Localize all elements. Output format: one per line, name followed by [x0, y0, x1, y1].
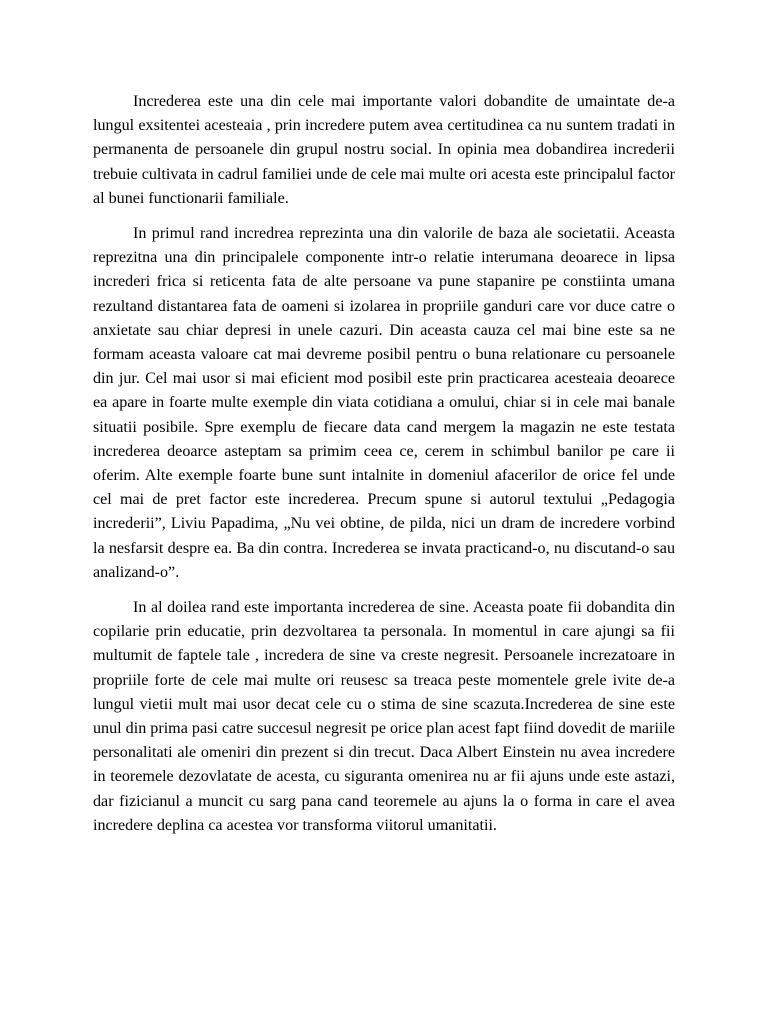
document-body [93, 90, 675, 849]
paragraph-3: In al doilea rand este importanta increderea de sine. Aceasta poate fii dobandita din copilarie prin educatie, prin dezvoltarea ta personala. In momentul in care ajungi sa fii multumit de faptele tale , incredera de sine va creste negresit. Persoanele increzatoare in propriile forte de cele mai multe ori reusesc sa treaca peste momentele grele ivite de-a lungul vietii mult mai usor decat cele cu o stima de sine scazuta.Increderea de sine este unul din prima pasi catre succesul negresit pe orice plan acest fapt fiind dovedit de mariile personalitati ale omeniri din prezent si din trecut. Daca Albert Einstein nu avea incredere in teoremele dezovlatate de acesta, cu siguranta omenirea nu ar fii ajuns unde este astazi, dar fizicianul a muncit cu sarg pana cand teoremele au ajuns la o forma in care el avea incredere deplina ca acestea vor transforma viitorul umanitatii. [93, 599, 675, 834]
paragraph-2: In primul rand incredrea reprezinta una din valorile de baza ale societatii. Aceasta reprezitna una din principalele componente intr-o relatie interumana deoarece in lipsa increderi frica si reticenta fata de alte persoane va pune stapanire pe constiinta umana rezultand distantarea fata de oameni si izolarea in propriile ganduri care vor duce catre o anxietate sau chiar depresi in unele cazuri. Din aceasta cauza cel mai bine este sa ne formam aceasta valoare cat mai devreme posibil pentru o buna relationare cu persoanele din jur. Cel mai usor si mai eficient mod posibil este prin practicarea acesteaia deoarece ea apare in foarte multe exemple din viata cotidiana a omului, chiar si in cele mai banale situatii posibile. Spre exemplu de fiecare data cand mergem la magazin ne este testata increderea deoarce asteptam sa primim ceea ce, cerem in schimbul banilor pe care ii oferim. Alte exemple foarte bune sunt intalnite in domeniul afacerilor de orice fel unde cel mai de pret factor este increderea. Precum spune si autorul textului „Pedagogia increderii”, Liviu Papadima, „Nu vei obtine, de pilda, nici un dram de incredere vorbind la nesfarsit despre ea. Ba din contra. Increderea se invata practicand-o, nu discutand-o sau analizand-o”. [93, 225, 675, 581]
paragraph-1: Increderea este una din cele mai importante valori dobandite de umaintate de-a lungul exsitentei acesteaia , prin incredere putem avea certitudinea ca nu suntem tradati in permanenta de persoanele din grupul nostru social. In opinia mea dobandirea increderii trebuie cultivata in cadrul familiei unde de cele mai multe ori acesta este principalul factor al bunei functionarii familiale. [93, 93, 675, 207]
